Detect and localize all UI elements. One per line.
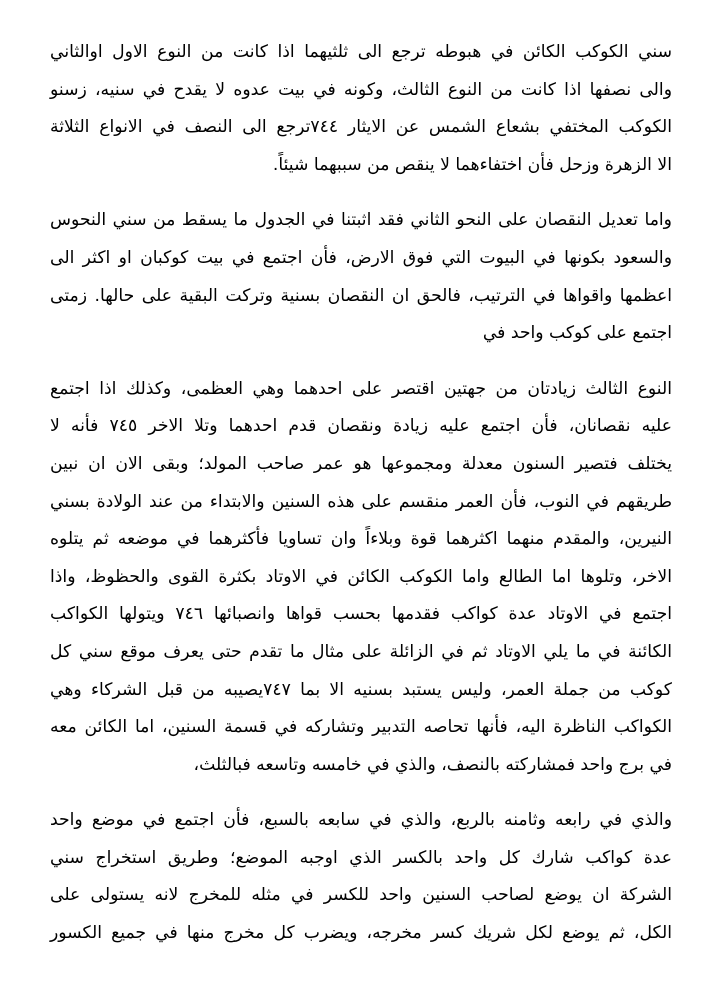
text-line: سني الكوكب الكائن في هبوطه ترجع الى ثلثيهما اذا كانت من النوع الاول اوالثاني	[50, 42, 672, 62]
text-line: اعظمها واقواها في الترتيب، فالحق ان النقصان بسنية وتركت البقية على حالها. زمتى	[50, 285, 672, 306]
text-line: الكائنة في ما يلي الاوتاد ثم في الزائلة على مثال ما تقدم حتى يعرف موقع سني كل	[50, 641, 672, 662]
text-line: النوع الثالث زيادتان من جهتين اقتصر على احدهما وهي العظمى، وكذلك اذا اجتمع	[50, 378, 672, 399]
text-line: الكل، ثم يوضع لكل شريك كسر مخرجه، ويضرب كل مخرج منها في جميع الكسور	[50, 923, 672, 944]
document-page	[50, 34, 672, 971]
text-line: والذي في رابعه وثامنه بالربع، والذي في سابعه بالسبع، فأن اجتمع في موضع واحد	[50, 810, 672, 831]
paragraph-3	[50, 371, 672, 785]
text-line: عدة كواكب شارك كل واحد بالكسر الذي اوجبه الموضع؛ وطريق استخراج سني	[50, 847, 672, 868]
text-line: النيرين، والمقدم منهما اكثرهما قوة وبلاءاً وان تساويا فأكثرهما في موضعه ثم يتلوه	[50, 529, 672, 550]
text-line: الكوكب المختفي بشعاع الشمس عن الايثار ٧٤٤ترجع الى النصف في الانواع الثلاثة	[50, 117, 672, 138]
text-line: والسعود بكونها في البيوت التي فوق الارض، فأن اجتمع في بيت كوكبان او اكثر الى	[50, 247, 672, 268]
text-line: اجتمع في الاوتاد عدة كواكب فقدمها بحسب قواها وانصبائها ٧٤٦ ويتولها الكواكب	[50, 604, 672, 625]
text-line: الشركة ان يوضع لصاحب السنين واحد للكسر في مثله للمخرج لانه يستولى على	[50, 885, 672, 906]
text-line: كوكب من جملة العمر، وليس يستبد بسنيه الا بما ٧٤٧يصيبه من قبل الشركاء وهي	[50, 679, 672, 700]
paragraph-1	[50, 34, 672, 184]
text-line: الاخر، وتلوها اما الطالع واما الكوكب الكائن في الاوتاد بكثرة القوى والحظوظ، واذا	[50, 566, 672, 587]
paragraph-2	[50, 202, 672, 352]
text-line: واما تعديل النقصان على النحو الثاني فقد اثبتنا في الجدول ما يسقط من سني النحوس	[50, 210, 672, 231]
text-line: طريقهم في النوب، فأن العمر منقسم على هذه السنين والابتداء من عند الولادة بسني	[50, 491, 672, 512]
text-line: اجتمع على كوكب واحد في	[482, 323, 672, 344]
text-line: الكواكب الناظرة اليه، فأنها تحاصه التدبير وتشاركه في قسمة السنين، اما الكائن معه	[50, 717, 672, 738]
text-line: الا الزهرة وزحل فأن اختفاءهما لا ينقص من سببهما شيئاً.	[272, 154, 672, 175]
text-line: عليه نقصانان، فأن اجتمع عليه زيادة ونقصان قدم احدهما وتلا الاخر ٧٤٥ فأنه لا	[50, 416, 672, 437]
text-line: يختلف فتصير السنون معدلة ومجموعها هو عمر صاحب المولد؛ وبقى الان ان نبين	[50, 453, 672, 474]
text-line: والى نصفها اذا كانت من النوع الثالث، وكونه في بيت عدوه لا يقدح في سنيه، زسنو	[50, 79, 672, 100]
paragraph-4	[50, 802, 672, 952]
text-line: في برج واحد فمشاركته بالنصف، والذي في خامسه وتاسعه فبالثلث،	[193, 754, 672, 775]
